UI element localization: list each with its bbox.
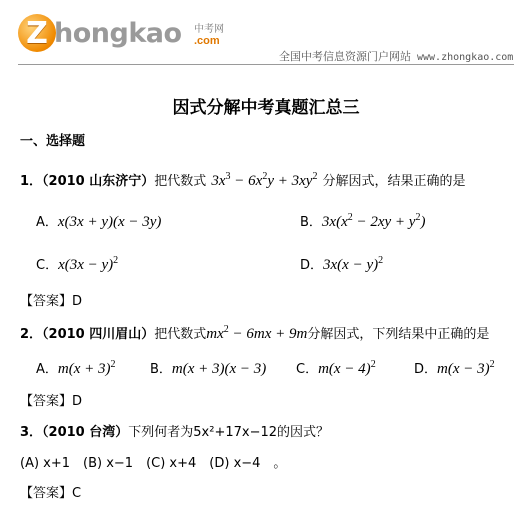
question-number: 3． (20, 425, 43, 440)
q2-option-b[interactable]: B．m(x + 3)(x − 3) (150, 361, 267, 377)
section-heading: 一、选择题 (20, 134, 86, 149)
logo-domain-suffix: .com (194, 35, 220, 47)
q1-option-b[interactable]: B．$3x(x^2 - 2xy + y^2)$ (300, 212, 426, 230)
question-tail: 分解因式，结果正确的是 (322, 174, 466, 189)
question-expression: 5x²+17x−12 (193, 425, 278, 440)
logo-emblem: Z (18, 14, 56, 52)
header-divider (18, 64, 514, 65)
question-tail: 分解因式，下列结果中正确的是 (307, 327, 490, 342)
q2-option-c[interactable]: C．$m(x - 4)^2$ (296, 359, 376, 377)
q1-option-c[interactable]: C．$x(3x - y)^2$ (36, 255, 119, 273)
question-expression: $mx^2 - 6mx + 9m$ (206, 324, 308, 342)
question-source: （2010 四川眉山） (42, 327, 155, 342)
logo-wordmark: hongkao (54, 18, 182, 49)
question-lead: 把代数式 (154, 174, 207, 189)
question-source: （2010 山东济宁） (42, 174, 155, 189)
q1-option-d[interactable]: D．$3x(x - y)^2$ (300, 255, 384, 273)
q1-answer: 【答案】D (20, 294, 83, 309)
q3-answer: 【答案】C (20, 486, 82, 501)
question-number: 1． (20, 174, 43, 189)
site-tagline: 全国中考信息资源门户网站 www.zhongkao.com (279, 50, 514, 63)
page-title: 因式分解中考真题汇总三 (172, 98, 360, 118)
q1-option-a[interactable]: A．x(3x + y)(x − 3y) (36, 214, 162, 230)
q2-option-a[interactable]: A．$m(x + 3)^2$ (36, 359, 116, 377)
q3-options[interactable]: (A) x+1 (B) x−1 (C) x+4 (D) x−4 。 (20, 456, 287, 471)
question-number: 2． (20, 327, 43, 342)
question-tail: 的因式？ (277, 425, 330, 440)
question-1 (20, 170, 466, 190)
question-2 (20, 323, 489, 343)
q2-option-d[interactable]: D．$m(x - 3)^2$ (414, 359, 495, 377)
question-lead: 下列何者为 (128, 425, 194, 440)
logo-chinese-name: 中考网 (194, 24, 224, 35)
question-lead: 把代数式 (154, 327, 207, 342)
q2-answer: 【答案】D (20, 394, 83, 409)
question-expression: $3x^3 - 6x^2y + 3xy^2$ (211, 171, 318, 189)
site-url[interactable]: www.zhongkao.com (417, 52, 514, 63)
question-source: （2010 台湾） (42, 425, 129, 440)
question-3 (20, 421, 329, 440)
